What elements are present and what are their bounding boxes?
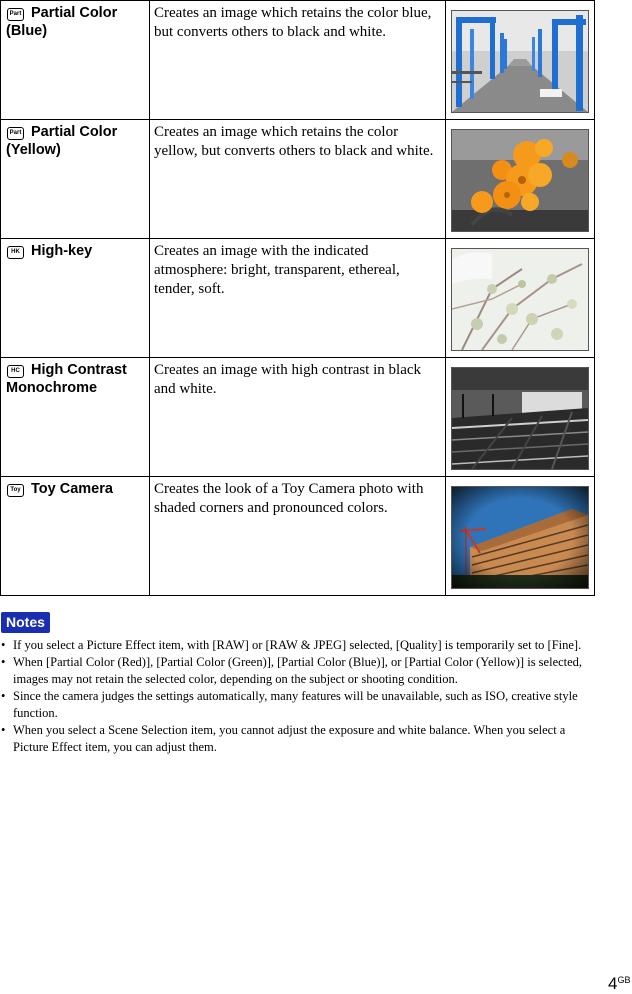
sample-photo-monochrome bbox=[451, 367, 589, 470]
effect-sample-cell bbox=[446, 477, 595, 596]
effect-description: Creates an image which retains the color yellow, but converts others to black and white. bbox=[154, 124, 434, 159]
list-item: • When [Partial Color (Red)], [Partial Color (Green)], [Partial Color (Blue)], or [Partial Color (Yellow)] is selected, images may not retain the selected color, depending on the subject or shooting condition. bbox=[0, 654, 592, 688]
effect-description-cell bbox=[150, 239, 446, 358]
effect-description: Creates an image with high contrast in black and white. bbox=[154, 362, 422, 397]
effect-description-cell bbox=[150, 1, 446, 120]
effect-description: Creates an image which retains the color blue, but converts others to black and white. bbox=[154, 5, 432, 40]
effect-sample-cell bbox=[446, 1, 595, 120]
effect-name: Partial Color (Blue) bbox=[6, 5, 118, 39]
effect-description: Creates the look of a Toy Camera photo with shaded corners and pronounced colors. bbox=[154, 481, 424, 516]
effect-name: Toy Camera bbox=[31, 481, 113, 497]
effect-description-cell bbox=[150, 120, 446, 239]
toy-camera-icon: Toy bbox=[7, 484, 24, 497]
effect-name-cell bbox=[1, 358, 150, 477]
effect-name-cell bbox=[1, 1, 150, 120]
sample-photo-high-key bbox=[451, 248, 589, 351]
notes-list bbox=[0, 637, 592, 756]
list-item: • When you select a Scene Selection item, you cannot adjust the exposure and white balance. When you select a Picture Effect item, you can adjust them. bbox=[0, 722, 592, 756]
page-number bbox=[608, 974, 630, 994]
effect-description: Creates an image with the indicated atmosphere: bright, transparent, ethereal, tender, soft. bbox=[154, 243, 400, 297]
effect-sample-cell bbox=[446, 120, 595, 239]
effect-name-cell bbox=[1, 477, 150, 596]
table-row bbox=[1, 1, 595, 120]
high-contrast-mono-icon: HC bbox=[7, 365, 24, 378]
list-item: • Since the camera judges the settings automatically, many features will be unavailable, such as ISO, creative style function. bbox=[0, 688, 592, 722]
page-number-suffix: GB bbox=[617, 975, 631, 985]
effect-name: High-key bbox=[31, 243, 93, 259]
sample-photo-blue bbox=[451, 10, 589, 113]
table-row bbox=[1, 239, 595, 358]
table-row bbox=[1, 477, 595, 596]
effect-name: High Contrast Monochrome bbox=[6, 362, 127, 396]
effect-description-cell bbox=[150, 358, 446, 477]
notes-label: Notes bbox=[1, 612, 50, 633]
high-key-icon: HK bbox=[7, 246, 24, 259]
sample-photo-toy-camera bbox=[451, 486, 589, 589]
table-row bbox=[1, 358, 595, 477]
list-item: • If you select a Picture Effect item, with [RAW] or [RAW & JPEG] selected, [Quality] is temporarily set to [Fine]. bbox=[0, 637, 592, 654]
table-row bbox=[1, 120, 595, 239]
effect-name-cell bbox=[1, 120, 150, 239]
partial-color-icon: Part bbox=[7, 127, 24, 140]
effect-name: Partial Color (Yellow) bbox=[6, 124, 118, 158]
sample-photo-yellow bbox=[451, 129, 589, 232]
page-number-value: 4 bbox=[608, 974, 618, 993]
effect-sample-cell bbox=[446, 239, 595, 358]
effect-sample-cell bbox=[446, 358, 595, 477]
partial-color-icon: Part bbox=[7, 8, 24, 21]
effect-name-cell bbox=[1, 239, 150, 358]
effect-description-cell bbox=[150, 477, 446, 596]
